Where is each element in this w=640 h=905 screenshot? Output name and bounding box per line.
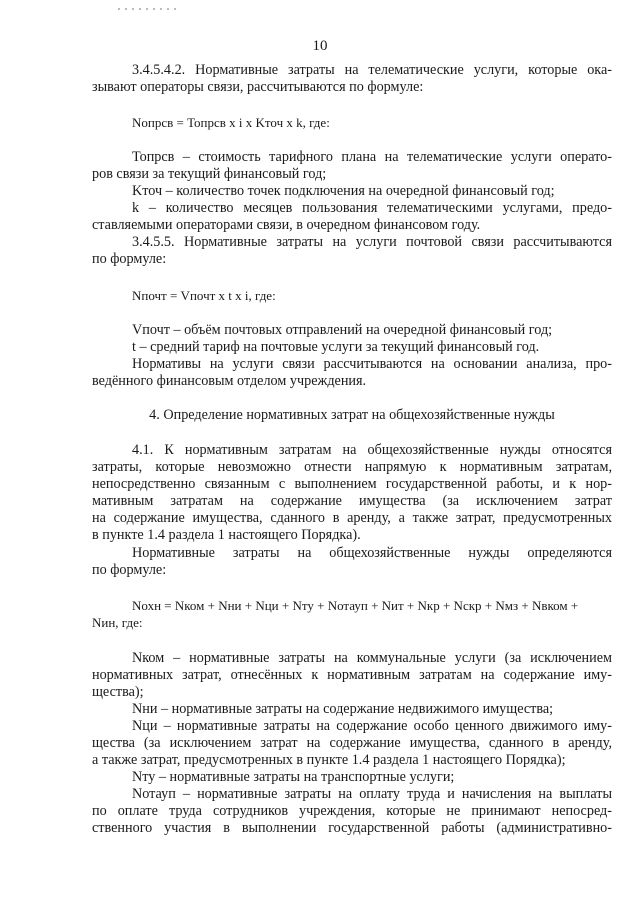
text-line: Kточ – количество точек подключения на очередной финансовый год; — [132, 183, 555, 199]
text-line: t – средний тариф на почтовые услуги за текущий финансовый год. — [132, 339, 540, 355]
scan-artifact — [118, 8, 178, 10]
text-line: ставляемыми операторами связи, в очередном финансовом году. — [92, 217, 481, 233]
text-line: Nту – нормативные затраты на транспортные услуги; — [132, 769, 455, 785]
section-heading: 4. Определение нормативных затрат на общехозяйственные нужды — [149, 407, 555, 423]
text-line: по формуле: — [92, 562, 167, 578]
text-line: ственного участия в выполнении государственной работы (административно- — [92, 820, 612, 836]
text-line: 4.1. К нормативным затратам на общехозяйственные нужды относятся — [132, 442, 612, 458]
text-line: Nком – нормативные затраты на коммунальные услуги (за исключением — [132, 650, 612, 666]
formula-line: Nохн = Nком + Nни + Nци + Nту + Nотауп + Nит + Nкр + Nскр + Nмз + Nвком + — [132, 598, 579, 613]
text-line: в пункте 1.4 раздела 1 настоящего Порядка). — [92, 527, 361, 543]
text-line: ров связи за текущий финансовый год; — [92, 166, 327, 182]
text-line: Vпочт – объём почтовых отправлений на очередной финансовый год; — [132, 322, 553, 338]
text-line: Топрсв – стоимость тарифного плана на телематические услуги операто- — [132, 149, 612, 165]
formula-line: Nопрсв = Топрсв x i x Kточ x k, где: — [132, 115, 330, 130]
text-line: 3.4.5.4.2. Нормативные затраты на телематические услуги, которые ока- — [132, 62, 612, 78]
text-line: Nни – нормативные затраты на содержание недвижимого имущества; — [132, 701, 554, 717]
text-line: зывают операторы связи, рассчитываются по формуле: — [92, 79, 424, 95]
text-line: Nотауп – нормативные затраты на оплату труда и начисления на выплаты — [132, 786, 612, 802]
text-line: щества); — [92, 684, 144, 700]
text-line: мативным затратам на содержание имущества (за исключением затрат — [92, 493, 612, 509]
text-line: щества (за исключением затрат на содержание имущества, сданного в аренду, — [92, 735, 612, 751]
text-line: ведённого финансовым отделом учреждения. — [92, 373, 367, 389]
text-line: нормативных затрат, отнесённых к нормативным затратам на содержание иму- — [92, 667, 612, 683]
text-line: непосредственно связанным с выполнением государственной работы, и к нор- — [92, 476, 612, 492]
text-line: а также затрат, предусмотренных в пункте 1.4 раздела 1 настоящего Порядка); — [92, 752, 566, 768]
text-line: на содержание имущества, сданного в аренду, а также затрат, предусмотренных — [92, 510, 612, 526]
text-line: Нормативы на услуги связи рассчитываются на основании анализа, про- — [132, 356, 612, 372]
formula-line: Nин, где: — [92, 615, 143, 630]
text-line: 3.4.5.5. Нормативные затраты на услуги почтовой связи рассчитываются — [132, 234, 612, 250]
text-line: по формуле: — [92, 251, 167, 267]
text-line: затраты, которые невозможно отнести напрямую к нормативным затратам, — [92, 459, 612, 475]
text-line: Nци – нормативные затраты на содержание особо ценного движимого иму- — [132, 718, 612, 734]
text-line: Нормативные затраты на общехозяйственные нужды определяются — [132, 545, 612, 561]
formula-line: Nпочт = Vпочт x t x i, где: — [132, 288, 276, 303]
text-line: по оплате труда сотрудников учреждения, которые не принимают непосред- — [92, 803, 612, 819]
page-number: 10 — [312, 38, 328, 54]
text-line: k – количество месяцев пользования телематическими услугами, предо- — [132, 200, 612, 216]
